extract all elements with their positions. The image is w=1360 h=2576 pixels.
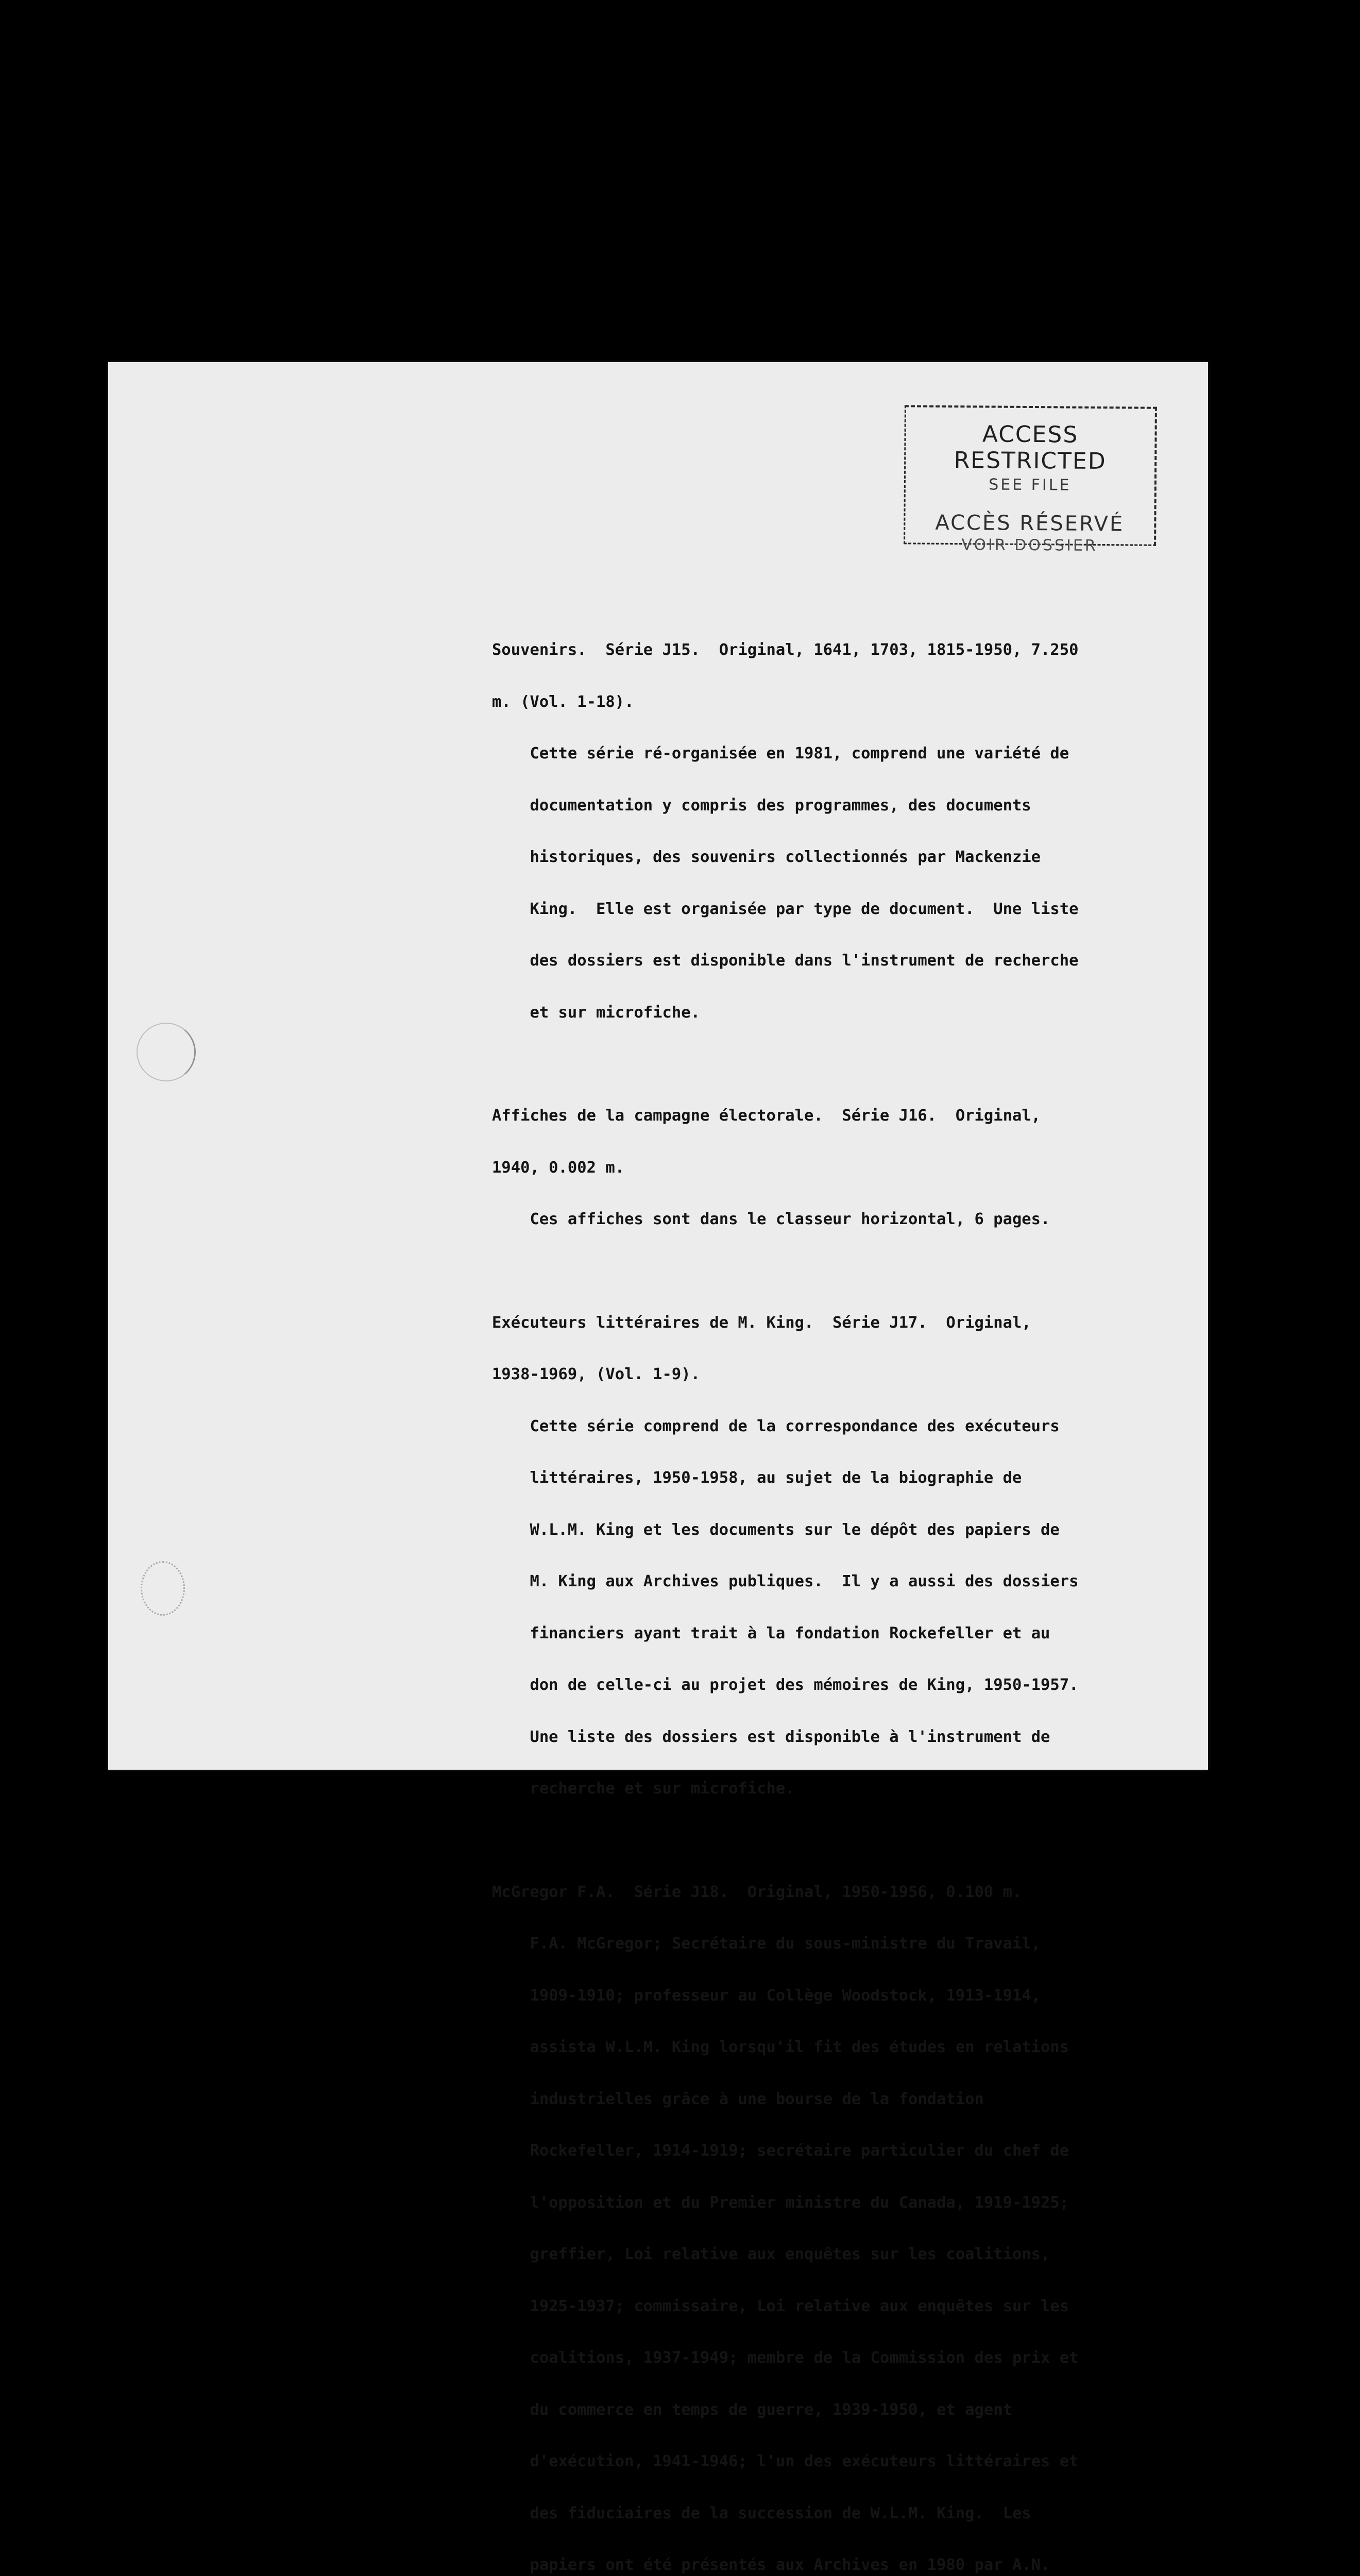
stamp-line-1: ACCESS RESTRICTED (906, 420, 1155, 474)
entry-j16-affiches (492, 1073, 1162, 1263)
entry-line: financiers ayant trait à la fondation Rockefeller et au (492, 1625, 1162, 1642)
entry-line: 1925-1937; commissaire, Loi relative aux enquêtes sur les (492, 2298, 1162, 2315)
entry-line: McGregor F.A. Série J18. Original, 1950-1956, 0.100 m. (492, 1884, 1162, 1901)
entry-line: W.L.M. King et les documents sur le dépôt des papiers de (492, 1521, 1162, 1539)
entry-line: King. Elle est organisée par type de document. Une liste (492, 901, 1162, 918)
entry-line: coalitions, 1937-1949; membre de la Commission des prix et (492, 2349, 1162, 2367)
punch-hole-mark (137, 1023, 196, 1081)
document-page (108, 362, 1208, 1770)
entry-j15-souvenirs (492, 607, 1162, 1056)
entry-line: don de celle-ci au projet des mémoires de King, 1950-1957. (492, 1676, 1162, 1694)
entry-line: des dossiers est disponible dans l'instrument de recherche (492, 952, 1162, 970)
entry-line: documentation y compris des programmes, des documents (492, 797, 1162, 815)
entry-j17-executeurs (492, 1280, 1162, 1832)
entry-line: F.A. McGregor; Secrétaire du sous-ministre du Travail, (492, 1935, 1162, 1953)
entry-line: Souvenirs. Série J15. Original, 1641, 1703, 1815-1950, 7.250 (492, 641, 1162, 659)
entry-line: 1909-1910; professeur au Collège Woodstock, 1913-1914, (492, 1987, 1162, 2005)
entry-line: Affiches de la campagne électorale. Série J16. Original, (492, 1107, 1162, 1125)
entry-line: d'exécution, 1941-1946; l'un des exécuteurs littéraires et (492, 2453, 1162, 2470)
entry-line: Une liste des dossiers est disponible à l'instrument de (492, 1728, 1162, 1746)
entry-line: assista W.L.M. King lorsqu'il fit des études en relations (492, 2039, 1162, 2056)
punch-hole-mark (141, 1561, 185, 1616)
entry-line: Cette série comprend de la correspondance des exécuteurs (492, 1418, 1162, 1435)
entry-line: greffier, Loi relative aux enquêtes sur les coalitions, (492, 2246, 1162, 2263)
stamp-line-3: ACCÈS RÉSERVÉ (905, 511, 1154, 536)
entry-line: 1938-1969, (Vol. 1-9). (492, 1366, 1162, 1383)
access-restricted-stamp (904, 405, 1157, 546)
entry-line: Exécuteurs littéraires de M. King. Série J17. Original, (492, 1314, 1162, 1332)
entry-line: recherche et sur microfiche. (492, 1780, 1162, 1798)
entry-line: industrielles grâce à une bourse de la fondation (492, 2091, 1162, 2108)
entry-line: littéraires, 1950-1958, au sujet de la biographie de (492, 1469, 1162, 1487)
entry-line: et sur microfiche. (492, 1004, 1162, 1022)
entry-line: des fiduciaires de la succession de W.L.M. King. Les (492, 2505, 1162, 2522)
stamp-line-2: SEE FILE (906, 475, 1154, 495)
entry-line: historiques, des souvenirs collectionnés par Mackenzie (492, 849, 1162, 866)
entry-line: m. (Vol. 1-18). (492, 693, 1162, 711)
series-description-text (492, 607, 1162, 2576)
entry-j18-mcgregor (492, 1849, 1162, 2576)
entry-line: Cette série ré-organisée en 1981, comprend une variété de (492, 745, 1162, 762)
entry-line: Ces affiches sont dans le classeur horizontal, 6 pages. (492, 1211, 1162, 1228)
entry-line: du commerce en temps de guerre, 1939-1950, et agent (492, 2401, 1162, 2419)
entry-line: papiers ont été présentés aux Archives en 1980 par A.N. (492, 2556, 1162, 2574)
stamp-line-4: VOIR DOSSIER (905, 535, 1154, 555)
entry-line: M. King aux Archives publiques. Il y a aussi des dossiers (492, 1573, 1162, 1590)
entry-line: l'opposition et du Premier ministre du Canada, 1919-1925; (492, 2194, 1162, 2212)
entry-line: Rockefeller, 1914-1919; secrétaire particulier du chef de (492, 2142, 1162, 2160)
entry-line: 1940, 0.002 m. (492, 1159, 1162, 1177)
